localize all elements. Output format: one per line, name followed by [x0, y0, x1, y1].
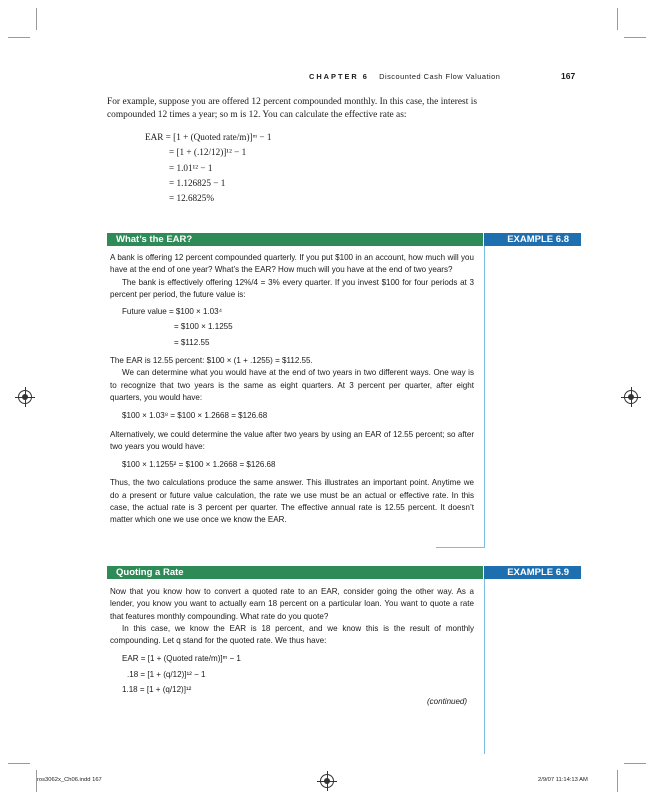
intro-equation-line: = 1.126825 − 1: [169, 177, 226, 188]
crop-mark-top-left-h: [8, 37, 30, 38]
example-6-9-paragraph: In this case, we know the EAR is 18 percent, and we know this is the result of monthly compounding. Let q stand for the quoted rate. We thus have:: [110, 623, 474, 646]
registration-mark-bottom: [320, 774, 334, 788]
intro-equation-line: EAR = [1 + (Quoted rate/m)]ᵐ − 1: [145, 132, 272, 142]
example-6-8-right-rule: [484, 246, 485, 547]
page-number: 167: [561, 71, 576, 81]
intro-equation-block: [145, 130, 271, 206]
example-6-8-paragraph: The bank is effectively offering 12%/4 = 3% every quarter. If you invest $100 for four periods at 3 percent per period, the future value is:: [110, 277, 474, 299]
crop-mark-top-right: [617, 8, 618, 30]
fv-line: = $100 × 1.1255: [174, 322, 233, 332]
file-slug: ros3062x_Ch06.indd 167: [37, 777, 102, 783]
crop-mark-bottom-left-h: [8, 763, 30, 764]
crop-mark-bottom-right-h: [624, 763, 646, 764]
example-6-8-title-bar: What’s the EAR?: [107, 233, 483, 246]
intro-equation-line: = [1 + (.12/12)]¹² − 1: [169, 147, 247, 158]
equation-line: EAR = [1 + (Quoted rate/m)]ᵐ − 1: [122, 654, 241, 664]
intro-equation-line: = 1.01¹² − 1: [169, 162, 213, 173]
fv-line: = $112.55: [174, 337, 210, 347]
running-header: [309, 72, 500, 81]
example-6-8-paragraph: We can determine what you would have at the end of two years in two different ways. One way is to recognize that two years is the same as eight quarters. At 3 percent per quarter, after eight quarters, you would have:: [110, 368, 474, 402]
example-6-8-bottom-rule: [436, 547, 485, 548]
chapter-title: Discounted Cash Flow Valuation: [379, 72, 501, 81]
intro-equation-line: = 12.6825%: [169, 193, 214, 204]
intro-paragraph: For example, suppose you are offered 12 percent compounded monthly. In this case, the interest is compounded 12 times a year; so m is 12. You can calculate the effective rate as:: [107, 97, 477, 120]
calculation-line: $100 × 1.1255² = $100 × 1.2668 = $126.68: [122, 460, 276, 470]
registration-mark-left: [18, 390, 32, 404]
example-6-8-body: [110, 252, 474, 527]
continued-note: (continued): [427, 697, 468, 706]
example-6-8-question: A bank is offering 12 percent compounded quarterly. If you put $100 in an account, how much will you have at the end of one year? What’s the EAR? How much will you have at the end of two years?: [110, 253, 474, 275]
example-6-8-conclusion: Thus, the two calculations produce the same answer. This illustrates an important point. Anytime we do a present or future value calculation, the rate we use must be an actual or effective rate. In this case, the actual rate is 3 percent per quarter. The effective annual rate is 12.55 percent. It doesn’t matter which one we use once we know the EAR.: [110, 478, 474, 525]
chapter-label: CHAPTER 6: [309, 72, 369, 81]
example-6-9-question: Now that you know how to convert a quoted rate to an EAR, consider going the other way. As a lender, you know you want to actually earn 18 percent on a particular loan. You want to quote a rate that features monthly compounding. What rate do you quote?: [110, 587, 474, 621]
equation-line: .18 = [1 + (q/12)]¹² − 1: [127, 669, 206, 679]
example-6-9-right-rule: [484, 579, 485, 754]
example-6-8-ear-statement: The EAR is 12.55 percent: $100 × (1 + .1255) = $112.55.: [110, 356, 313, 366]
example-6-9-label: EXAMPLE 6.9: [484, 566, 581, 579]
example-6-8-paragraph: Alternatively, we could determine the value after two years by using an EAR of 12.55 percent; so after two years you would have:: [110, 429, 474, 451]
timestamp: 2/9/07 11:14:13 AM: [538, 777, 588, 783]
crop-mark-bottom-right: [617, 770, 618, 792]
example-6-9-body: [110, 586, 474, 696]
example-6-9-title-bar: Quoting a Rate: [107, 566, 483, 579]
crop-mark-top-left: [36, 8, 37, 30]
registration-mark-right: [624, 390, 638, 404]
example-6-8-label: EXAMPLE 6.8: [484, 233, 581, 246]
fv-line: Future value = $100 × 1.03⁴: [122, 307, 223, 317]
calculation-line: $100 × 1.03⁸ = $100 × 1.2668 = $126.68: [122, 411, 268, 421]
equation-line: 1.18 = [1 + (q/12)]¹²: [122, 685, 192, 695]
crop-mark-top-right-h: [624, 37, 646, 38]
